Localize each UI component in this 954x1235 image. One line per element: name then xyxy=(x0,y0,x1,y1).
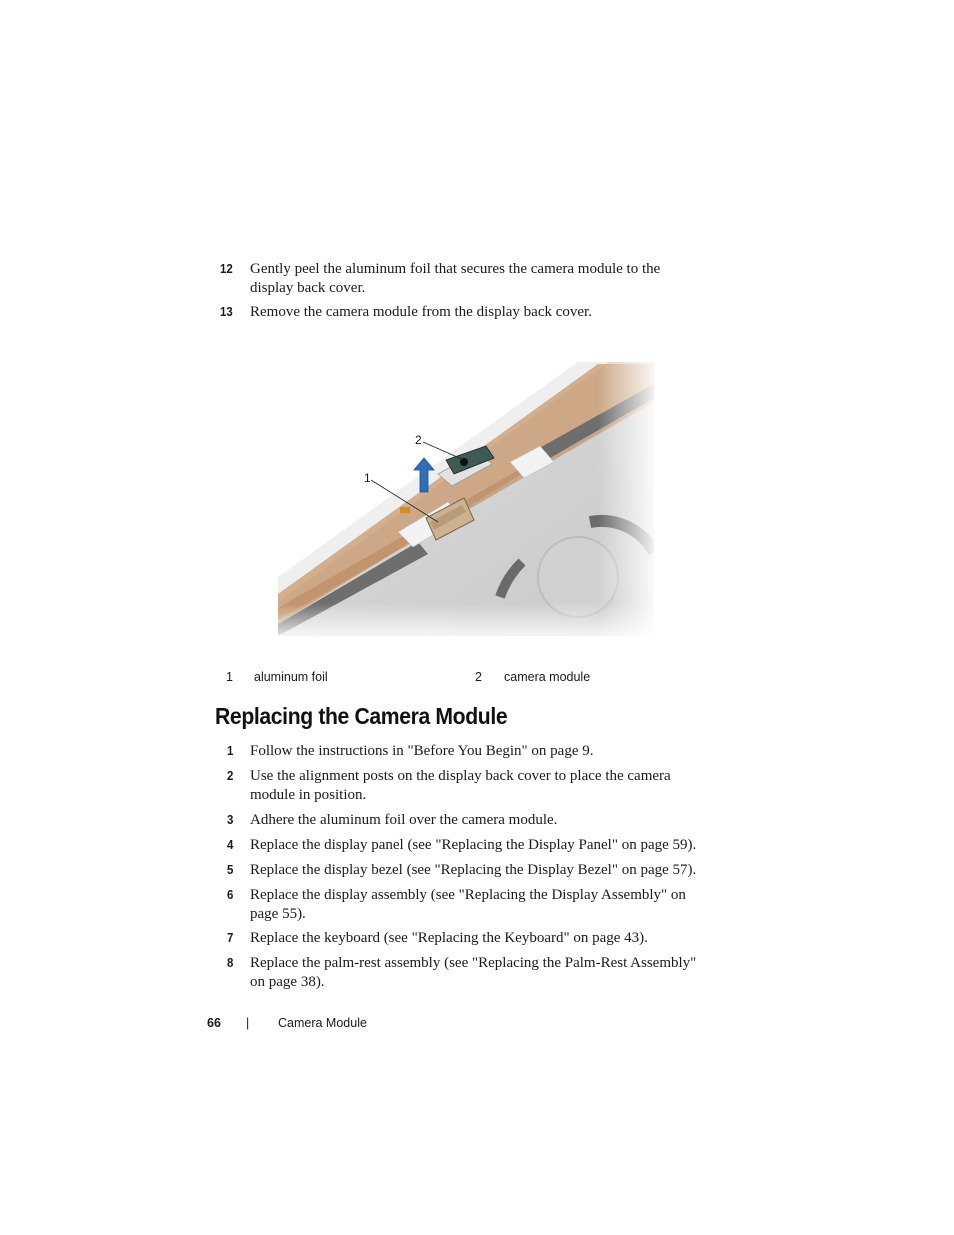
footer-chapter: Camera Module xyxy=(278,1016,367,1030)
step-text: Remove the camera module from the display back cover. xyxy=(250,304,592,320)
section-title: Replacing the Camera Module xyxy=(215,703,508,729)
page-number: 66 xyxy=(207,1016,221,1030)
step-text: Replace the display panel (see "Replacing the Display Panel" on page 59). xyxy=(250,837,697,853)
replace-step-1 xyxy=(220,742,720,761)
legend-number-2: 2 xyxy=(475,670,482,684)
step-number: 8 xyxy=(227,955,234,970)
replace-step-8 xyxy=(220,954,720,991)
step-text: Use the alignment posts on the display back cover to place the camera module in position. xyxy=(250,768,671,803)
callout-1: 1 xyxy=(364,471,371,485)
callout-2: 2 xyxy=(415,433,422,447)
step-number: 12 xyxy=(220,261,233,276)
step-text: Adhere the aluminum foil over the camera module. xyxy=(250,812,558,828)
replace-step-7 xyxy=(220,929,720,948)
legend-label-2: camera module xyxy=(504,670,591,684)
step-text: Replace the display bezel (see "Replacing the Display Bezel" on page 57). xyxy=(250,862,697,878)
step-13 xyxy=(220,303,720,322)
replace-step-4 xyxy=(220,836,720,855)
camera-module-illustration xyxy=(278,362,654,636)
step-number: 4 xyxy=(227,837,234,852)
step-text: Follow the instructions in "Before You Begin" on page 9. xyxy=(250,743,594,759)
replace-step-2 xyxy=(220,767,720,804)
step-text: Replace the display assembly (see "Replacing the Display Assembly" on page 55). xyxy=(250,887,686,922)
step-number: 1 xyxy=(227,743,234,758)
legend-label-1: aluminum foil xyxy=(254,670,328,684)
step-text: Replace the palm-rest assembly (see "Replacing the Palm-Rest Assembly" on page 38). xyxy=(250,955,697,990)
step-number: 3 xyxy=(227,812,234,827)
legend-number-1: 1 xyxy=(226,670,233,684)
step-text: Gently peel the aluminum foil that secures the camera module to the display back cover. xyxy=(250,261,661,296)
step-number: 5 xyxy=(227,862,234,877)
replace-step-3 xyxy=(220,811,720,830)
step-number: 7 xyxy=(227,930,234,945)
step-number: 13 xyxy=(220,304,233,319)
replace-step-6 xyxy=(220,886,720,923)
step-text: Replace the keyboard (see "Replacing the Keyboard" on page 43). xyxy=(250,930,648,946)
step-12 xyxy=(220,260,720,297)
replace-step-5 xyxy=(220,861,720,880)
step-number: 2 xyxy=(227,768,234,783)
footer-separator: | xyxy=(246,1016,250,1030)
step-number: 6 xyxy=(227,887,234,902)
